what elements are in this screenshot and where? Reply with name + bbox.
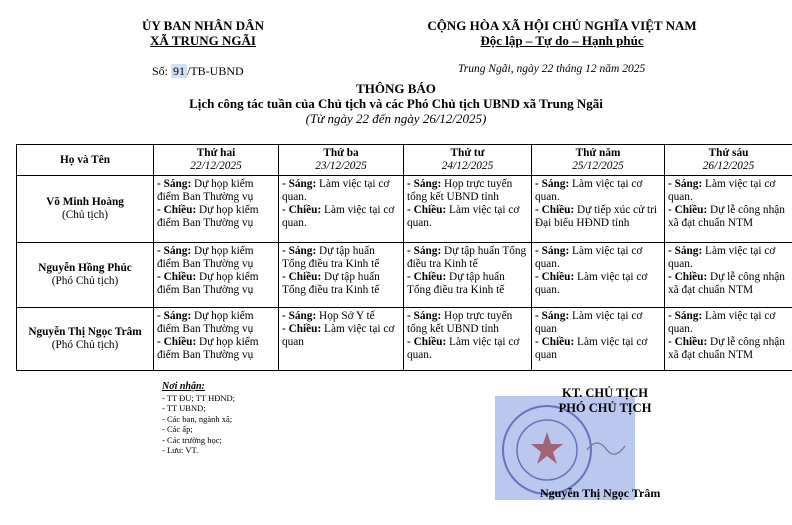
schedule-cell — [532, 308, 665, 371]
morning-text: Làm việc tại cơ quan — [535, 310, 643, 335]
afternoon-entry — [668, 336, 789, 362]
morning-label: - Sáng: — [157, 245, 192, 257]
morning-entry — [282, 178, 400, 204]
official-name: Nguyễn Hồng Phúc — [38, 262, 132, 274]
afternoon-label: - Chiều: — [668, 271, 708, 283]
morning-text: Họp trực tuyến tổng kết UBND tỉnh — [407, 310, 513, 335]
morning-label: - Sáng: — [157, 310, 192, 322]
schedule-cell — [154, 243, 279, 308]
signature-block — [520, 386, 690, 416]
official-name-cell — [17, 176, 154, 243]
official-name: Võ Minh Hoàng — [46, 196, 124, 208]
afternoon-label: - Chiều: — [535, 204, 575, 216]
afternoon-text: Làm việc tại cơ quan. — [407, 204, 520, 229]
recipient-item: - Các trường học; — [162, 434, 222, 445]
schedule-cell — [665, 308, 792, 371]
notice-title-block — [0, 81, 792, 126]
day-name: Thứ năm — [575, 147, 621, 159]
table-row — [17, 308, 792, 371]
morning-label: - Sáng: — [668, 310, 703, 322]
afternoon-entry — [282, 271, 400, 297]
schedule-cell — [279, 176, 404, 243]
schedule-cell — [154, 176, 279, 243]
morning-label: - Sáng: — [282, 178, 317, 190]
afternoon-entry — [668, 204, 789, 230]
afternoon-entry — [535, 336, 661, 362]
afternoon-label: - Chiều: — [407, 271, 447, 283]
national-title: CỘNG HÒA XÃ HỘI CHỦ NGHĨA VIỆT NAM — [427, 18, 697, 33]
morning-text: Làm việc tại cơ quan. — [535, 178, 643, 203]
morning-text: Dự họp kiểm điểm Ban Thường vụ — [157, 310, 254, 335]
day-name: Thứ ba — [323, 147, 359, 159]
schedule-cell — [404, 176, 532, 243]
recipient-item: - TT ĐU; TT HĐND; — [162, 392, 236, 403]
morning-entry — [407, 178, 528, 204]
schedule-table — [16, 144, 792, 371]
morning-label: - Sáng: — [407, 178, 442, 190]
afternoon-text: Dự lễ công nhận xã đạt chuẩn NTM — [668, 204, 785, 229]
official-role: (Phó Chủ tịch) — [51, 339, 119, 351]
afternoon-label: - Chiều: — [282, 271, 322, 283]
national-motto: Độc lập – Tự do – Hạnh phúc — [480, 33, 644, 48]
col-header-day — [532, 145, 665, 176]
morning-text: Làm việc tại cơ quan. — [535, 245, 643, 270]
table-header-row — [17, 145, 792, 176]
doc-number-suffix: /TB-UBND — [187, 64, 244, 78]
official-name-cell — [17, 308, 154, 371]
morning-entry — [157, 178, 275, 204]
afternoon-text: Dự lễ công nhận xã đạt chuẩn NTM — [668, 336, 785, 361]
official-role: (Chủ tịch) — [61, 209, 109, 221]
afternoon-entry — [157, 204, 275, 230]
doc-number-prefix: Số: — [152, 64, 169, 78]
morning-label: - Sáng: — [668, 245, 703, 257]
national-header — [412, 18, 712, 48]
signature-title: KT. CHỦ TỊCH — [561, 386, 648, 400]
afternoon-entry — [535, 204, 661, 230]
afternoon-entry — [282, 204, 400, 230]
afternoon-text: Làm việc tại cơ quan — [535, 336, 648, 361]
col-header-day — [404, 145, 532, 176]
morning-text: Dự họp kiểm điểm Ban Thường vụ — [157, 245, 254, 270]
signature-subtitle: PHÓ CHỦ TỊCH — [558, 401, 652, 415]
notice-title: THÔNG BÁO — [356, 81, 436, 96]
afternoon-text: Dự tiếp xúc cử tri Đại biểu HĐND tỉnh — [535, 204, 658, 229]
day-name: Thứ tư — [450, 147, 485, 159]
notice-date-range: (Từ ngày 22 đến ngày 26/12/2025) — [305, 111, 487, 126]
morning-entry — [535, 310, 661, 336]
morning-entry — [535, 245, 661, 271]
morning-entry — [157, 245, 275, 271]
afternoon-label: - Chiều: — [668, 204, 708, 216]
afternoon-label: - Chiều: — [535, 336, 575, 348]
issuer-line1: ỦY BAN NHÂN DÂN — [142, 18, 264, 33]
afternoon-text: Làm việc tại cơ quan. — [535, 271, 648, 296]
morning-entry — [282, 310, 400, 323]
schedule-cell — [279, 308, 404, 371]
morning-text: Dự tập huấn Tổng điều tra Kinh tế — [407, 245, 527, 270]
official-name: Nguyễn Thị Ngọc Trâm — [28, 326, 142, 338]
morning-entry — [668, 310, 789, 336]
morning-label: - Sáng: — [282, 245, 317, 257]
table-row — [17, 243, 792, 308]
morning-label: - Sáng: — [535, 310, 570, 322]
recipient-item: - Lưu: VT. — [162, 445, 199, 455]
afternoon-entry — [407, 336, 528, 362]
schedule-cell — [532, 176, 665, 243]
afternoon-label: - Chiều: — [157, 336, 197, 348]
afternoon-label: - Chiều: — [407, 204, 447, 216]
afternoon-text: Dự họp kiểm điểm Ban Thường vụ — [157, 336, 259, 361]
afternoon-entry — [407, 204, 528, 230]
morning-label: - Sáng: — [407, 245, 442, 257]
schedule-cell — [154, 308, 279, 371]
morning-label: - Sáng: — [407, 310, 442, 322]
morning-entry — [407, 245, 528, 271]
notice-subtitle: Lịch công tác tuần của Chủ tịch và các Phó Chủ tịch UBND xã Trung Ngãi — [189, 96, 603, 111]
recipients-block — [162, 382, 235, 456]
morning-text: Họp trực tuyến tổng kết UBND tỉnh — [407, 178, 513, 203]
morning-label: - Sáng: — [535, 178, 570, 190]
schedule-cell — [279, 243, 404, 308]
morning-text: Làm việc tại cơ quan. — [668, 178, 776, 203]
day-date: 25/12/2025 — [572, 160, 624, 172]
afternoon-label: - Chiều: — [157, 271, 197, 283]
recipient-item: - Các ấp; — [162, 424, 193, 434]
afternoon-text: Dự lễ công nhận xã đạt chuẩn NTM — [668, 271, 785, 296]
day-name: Thứ sáu — [708, 147, 749, 159]
signer-name: Nguyễn Thị Ngọc Trâm — [540, 486, 661, 500]
afternoon-entry — [157, 271, 275, 297]
afternoon-label: - Chiều: — [282, 323, 322, 335]
afternoon-text: Dự họp kiểm điểm Ban Thường vụ — [157, 271, 259, 296]
schedule-cell — [532, 243, 665, 308]
recipient-item: - Các ban, ngành xã; — [162, 413, 233, 424]
morning-entry — [157, 310, 275, 336]
recipients-heading: Nơi nhận: — [162, 381, 205, 392]
col-header-name: Họ và Tên — [17, 145, 154, 176]
afternoon-entry — [407, 271, 528, 297]
afternoon-label: - Chiều: — [668, 336, 708, 348]
issuer-line2: XÃ TRUNG NGÃI — [150, 33, 256, 48]
afternoon-text: Làm việc tại cơ quan. — [407, 336, 520, 361]
day-date: 26/12/2025 — [702, 160, 755, 172]
morning-entry — [535, 178, 661, 204]
document-date: Trung Ngãi, ngày 22 tháng 12 năm 2025 — [458, 63, 646, 75]
afternoon-entry — [157, 336, 275, 362]
day-date: 23/12/2025 — [315, 160, 367, 172]
day-date: 24/12/2025 — [441, 160, 494, 172]
morning-text: Dự họp kiểm điểm Ban Thường vụ — [157, 178, 254, 203]
afternoon-entry — [282, 323, 400, 349]
afternoon-entry — [668, 271, 789, 297]
col-header-day — [279, 145, 404, 176]
morning-text: Làm việc tại cơ quan. — [668, 245, 776, 270]
schedule-cell — [665, 176, 792, 243]
morning-entry — [282, 245, 400, 271]
afternoon-text: Dự tập huấn Tổng điều tra Kinh tế — [407, 271, 505, 296]
schedule-cell — [665, 243, 792, 308]
afternoon-text: Làm việc tại cơ quan — [282, 323, 395, 348]
col-header-day — [154, 145, 279, 176]
morning-label: - Sáng: — [282, 310, 317, 322]
morning-label: - Sáng: — [157, 178, 192, 190]
morning-text: Làm việc tại cơ quan. — [282, 178, 390, 203]
afternoon-label: - Chiều: — [157, 204, 197, 216]
morning-text: Làm việc tại cơ quan. — [668, 310, 776, 335]
issuer-header — [118, 18, 288, 48]
official-name-cell — [17, 243, 154, 308]
afternoon-label: - Chiều: — [407, 336, 447, 348]
document-number — [152, 64, 244, 79]
schedule-cell — [404, 308, 532, 371]
afternoon-text: Làm việc tại cơ quan. — [282, 204, 395, 229]
afternoon-entry — [535, 271, 661, 297]
day-name: Thứ hai — [196, 147, 236, 159]
morning-text: Họp Sở Y tế — [316, 310, 375, 322]
table-row — [17, 176, 792, 243]
afternoon-text: Dự tập huấn Tổng điều tra Kinh tế — [282, 271, 380, 296]
col-header-day — [665, 145, 792, 176]
official-role: (Phó Chủ tịch) — [51, 275, 119, 287]
day-date: 22/12/2025 — [190, 160, 242, 172]
morning-text: Dự tập huấn Tổng điều tra Kinh tế — [282, 245, 380, 270]
afternoon-label: - Chiều: — [535, 271, 575, 283]
afternoon-text: Dự họp kiểm điểm Ban Thường vụ — [157, 204, 259, 229]
doc-number-value: 91 — [173, 64, 186, 78]
morning-entry — [668, 245, 789, 271]
recipient-item: - TT UBND; — [162, 403, 206, 413]
morning-entry — [407, 310, 528, 336]
afternoon-label: - Chiều: — [282, 204, 322, 216]
morning-label: - Sáng: — [668, 178, 703, 190]
morning-entry — [668, 178, 789, 204]
morning-label: - Sáng: — [535, 245, 570, 257]
schedule-cell — [404, 243, 532, 308]
